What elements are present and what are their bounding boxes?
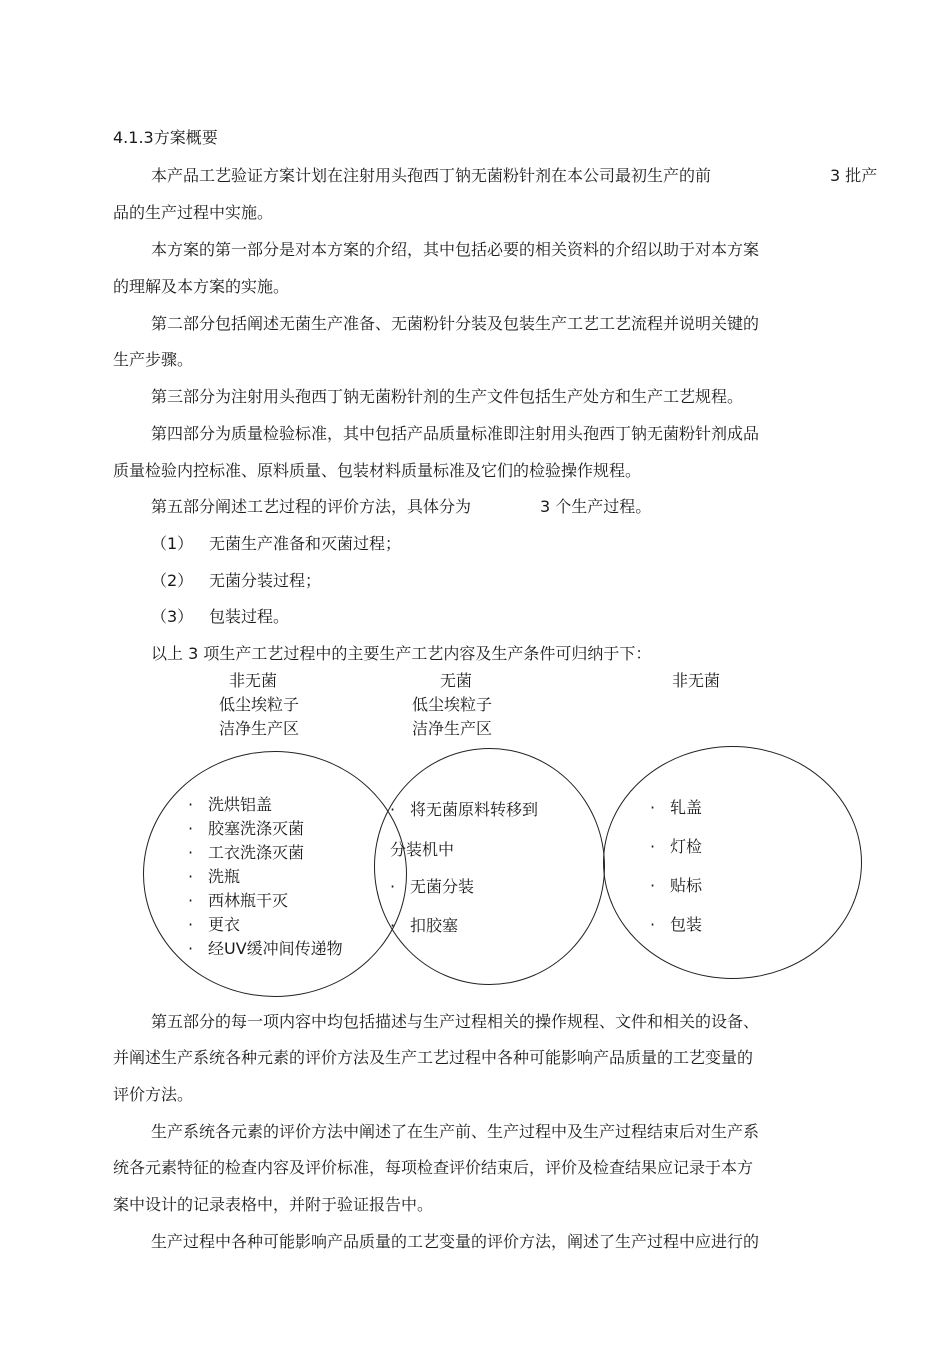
circle-sterile-filling xyxy=(374,748,605,985)
paragraph-8-line-3: 案中设计的记录表格中，并附于验证报告中。 xyxy=(113,1195,434,1214)
circle-1-item: · 西林瓶干灭 xyxy=(188,891,289,910)
zone-1-label-2: 低尘埃粒子 xyxy=(219,695,300,714)
zone-3-label-1: 非无菌 xyxy=(672,671,721,690)
paragraph-1-line-1: 本产品工艺验证方案计划在注射用头孢西丁钠无菌粉针剂在本公司最初生产的前 xyxy=(151,166,712,185)
zone-2-label-1: 无菌 xyxy=(440,671,473,690)
list-item-1-text: 无菌生产准备和灭菌过程； xyxy=(209,534,402,553)
paragraph-7-line-1: 第五部分的每一项内容中均包括描述与生产过程相关的操作规程、文件和相关的设备、 xyxy=(151,1012,760,1031)
paragraph-9-line-1: 生产过程中各种可能影响产品质量的工艺变量的评价方法，阐述了生产过程中应进行的 xyxy=(151,1232,760,1251)
paragraph-2-line-2: 的理解及本方案的实施。 xyxy=(113,277,290,296)
paragraph-6-line-1: 第五部分阐述工艺过程的评价方法，具体分为 xyxy=(151,497,472,516)
list-item-3-number: （3） xyxy=(151,607,194,626)
paragraph-8-line-2: 统各元素特征的检查内容及评价标准，每项检查评价结束后，评价及检查结果应记录于本方 xyxy=(113,1158,754,1177)
circle-1-item: · 洗瓶 xyxy=(188,867,241,886)
paragraph-7-line-3: 评价方法。 xyxy=(113,1085,194,1104)
list-item-1-number: （1） xyxy=(151,534,194,553)
circle-packaging xyxy=(603,746,862,979)
zone-2-label-2: 低尘埃粒子 xyxy=(412,695,493,714)
circle-1-item: · 经UV缓冲间传递物 xyxy=(188,939,343,958)
circle-2-item: · 将无菌原料转移到 xyxy=(390,800,539,819)
circle-2-item-continuation: 分装机中 xyxy=(390,840,455,859)
paragraph-4-line-1: 第三部分为注射用头孢西丁钠无菌粉针剂的生产文件包括生产处方和生产工艺规程。 xyxy=(151,387,744,406)
circle-3-item: · 贴标 xyxy=(650,876,703,895)
zone-2-label-3: 洁净生产区 xyxy=(412,719,493,738)
paragraph-5-line-1: 第四部分为质量检验标准，其中包括产品质量标准即注射用头孢西丁钠无菌粉针剂成品 xyxy=(151,424,760,443)
circle-2-item: · 无菌分装 xyxy=(390,877,475,896)
list-item-3-text: 包装过程。 xyxy=(209,607,290,626)
paragraph-1-line-2: 品的生产过程中实施。 xyxy=(113,203,274,222)
list-item-2-number: （2） xyxy=(151,571,194,590)
summary-line: 以上 3 项生产工艺过程中的主要生产工艺内容及生产条件可归纳于下： xyxy=(151,644,652,663)
circle-non-sterile-prep xyxy=(143,751,407,997)
paragraph-1-batch-count: 3 批产 xyxy=(830,166,878,185)
circle-1-item: · 胶塞洗涤灭菌 xyxy=(188,819,305,838)
circle-3-item: · 包装 xyxy=(650,915,703,934)
zone-1-label-3: 洁净生产区 xyxy=(219,719,300,738)
paragraph-3-line-1: 第二部分包括阐述无菌生产准备、无菌粉针分装及包装生产工艺工艺流程并说明关键的 xyxy=(151,314,760,333)
circle-3-item: · 轧盖 xyxy=(650,798,703,817)
circle-3-item: · 灯检 xyxy=(650,837,703,856)
section-heading: 4.1.3方案概要 xyxy=(113,128,218,147)
list-item-2-text: 无菌分装过程； xyxy=(209,571,322,590)
circle-1-item: · 洗烘铝盖 xyxy=(188,795,273,814)
zone-1-label-1: 非无菌 xyxy=(229,671,278,690)
paragraph-7-line-2: 并阐述生产系统各种元素的评价方法及生产工艺过程中各种可能影响产品质量的工艺变量的 xyxy=(113,1048,754,1067)
circle-1-item: · 更衣 xyxy=(188,915,241,934)
paragraph-2-line-1: 本方案的第一部分是对本方案的介绍，其中包括必要的相关资料的介绍以助于对本方案 xyxy=(151,240,760,259)
paragraph-8-line-1: 生产系统各元素的评价方法中阐述了在生产前、生产过程中及生产过程结束后对生产系 xyxy=(151,1122,760,1141)
circle-2-item: · 扣胶塞 xyxy=(390,916,459,935)
circle-1-item: · 工衣洗涤灭菌 xyxy=(188,843,305,862)
paragraph-6-process-count: 3 个生产过程。 xyxy=(540,497,652,516)
paragraph-5-line-2: 质量检验内控标准、原料质量、包装材料质量标准及它们的检验操作规程。 xyxy=(113,461,642,480)
paragraph-3-line-2: 生产步骤。 xyxy=(113,350,194,369)
